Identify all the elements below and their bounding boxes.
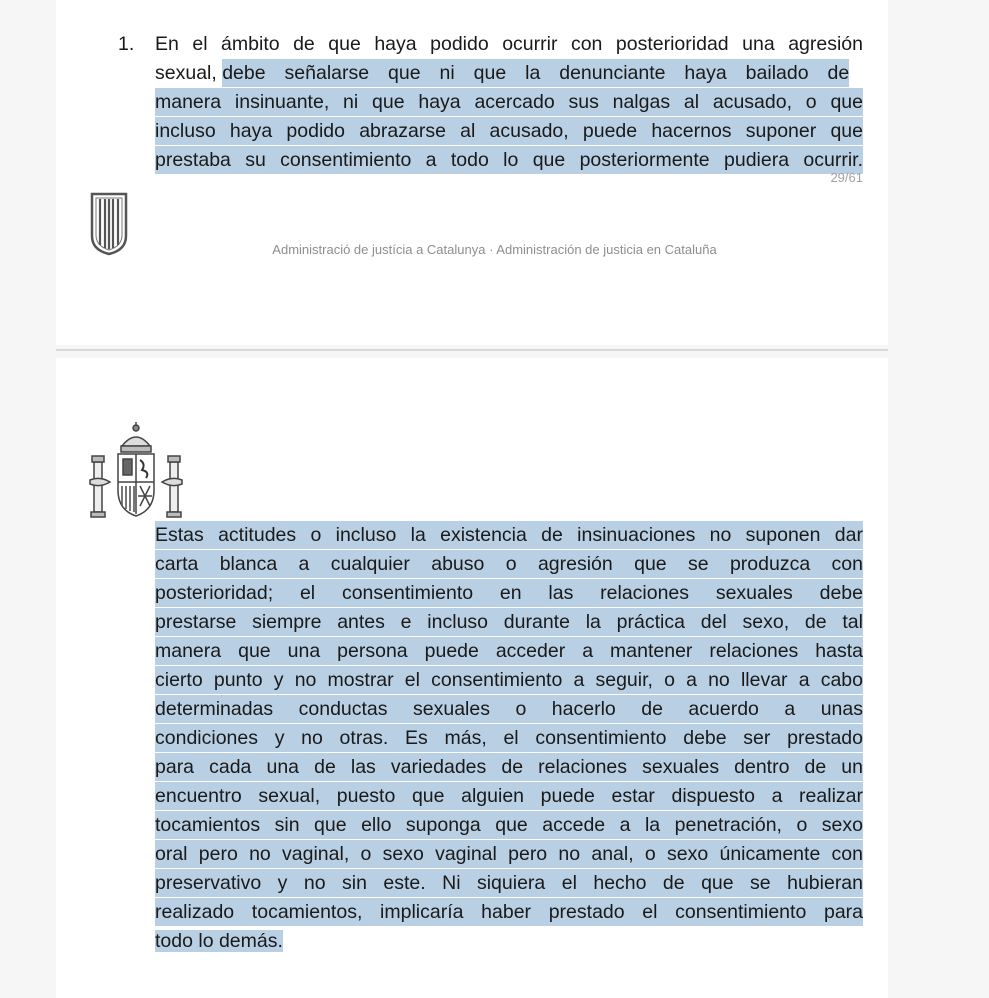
paragraph-line: [155, 724, 863, 752]
highlighted-text: prestarse siempre antes e incluso durante la práctica del sexo, de tal: [155, 608, 863, 636]
top-line-3: [155, 88, 863, 116]
highlighted-text: encuentro sexual, puesto que alguien puede estar dispuesto a realizar: [155, 782, 863, 810]
list-number: 1.: [118, 33, 135, 55]
top-line-1: En el ámbito de que haya podido ocurrir con posterioridad una agresión: [155, 33, 863, 55]
highlighted-text: prestaba su consentimiento a todo lo que posteriormente pudiera ocurrir.: [155, 146, 863, 174]
paragraph-line: [155, 869, 863, 897]
highlighted-text: preservativo y no sin este. Ni siquiera el hecho de que se hubieran: [155, 869, 863, 897]
highlighted-text: tocamientos sin que ello suponga que accede a la penetración, o sexo: [155, 811, 863, 839]
paragraph-line: [155, 608, 863, 636]
highlighted-text: Estas actitudes o incluso la existencia de insinuaciones no suponen dar: [155, 521, 863, 549]
paragraph-line: [155, 811, 863, 839]
paragraph-line: [155, 753, 863, 781]
paragraph-line: [155, 898, 863, 926]
highlighted-text: para cada una de las variedades de relaciones sexuales dentro de un: [155, 753, 863, 781]
top-line-5: [155, 146, 863, 174]
highlighted-text: manera insinuante, ni que haya acercado sus nalgas al acusado, o que: [155, 88, 863, 116]
spain-coat-of-arms-icon: [88, 420, 184, 524]
highlighted-text: incluso haya podido abrazarse al acusado, puede hacernos suponer que: [155, 117, 863, 145]
paragraph-line: [155, 666, 863, 694]
paragraph-line: [155, 637, 863, 665]
page-divider: [56, 349, 888, 351]
top-line-2-plain: sexual,: [155, 62, 223, 84]
page-footer: Administració de justícia a Catalunya · Administración de justicia en Cataluña: [272, 242, 717, 257]
highlighted-text: debe señalarse que ni que la denunciante haya bailado de: [222, 59, 849, 87]
top-line-2: [155, 59, 863, 87]
paragraph-line: [155, 782, 863, 810]
highlighted-text: cierto punto y no mostrar el consentimiento a seguir, o a no llevar a cabo: [155, 666, 863, 694]
page-number: 29/61: [830, 170, 863, 185]
highlighted-text: carta blanca a cualquier abuso o agresión que se produzca con: [155, 550, 863, 578]
paragraph-line: [155, 521, 863, 549]
top-line-4: [155, 117, 863, 145]
paragraph-line: [155, 550, 863, 578]
paragraph-line: [155, 579, 863, 607]
paragraph-line: [155, 695, 863, 723]
highlighted-text: oral pero no vaginal, o sexo vaginal pero no anal, o sexo únicamente con: [155, 840, 863, 868]
highlighted-text: todo lo demás.: [155, 930, 283, 952]
highlighted-text: realizado tocamientos, implicaría haber prestado el consentimiento para: [155, 898, 863, 926]
highlighted-text: posterioridad; el consentimiento en las relaciones sexuales debe: [155, 579, 863, 607]
highlighted-text: manera que una persona puede acceder a mantener relaciones hasta: [155, 637, 863, 665]
highlighted-text: condiciones y no otras. Es más, el consentimiento debe ser prestado: [155, 724, 863, 752]
paragraph-line: [155, 840, 863, 868]
highlighted-text: determinadas conductas sexuales o hacerlo de acuerdo a unas: [155, 695, 863, 723]
paragraph-line: [155, 927, 283, 955]
